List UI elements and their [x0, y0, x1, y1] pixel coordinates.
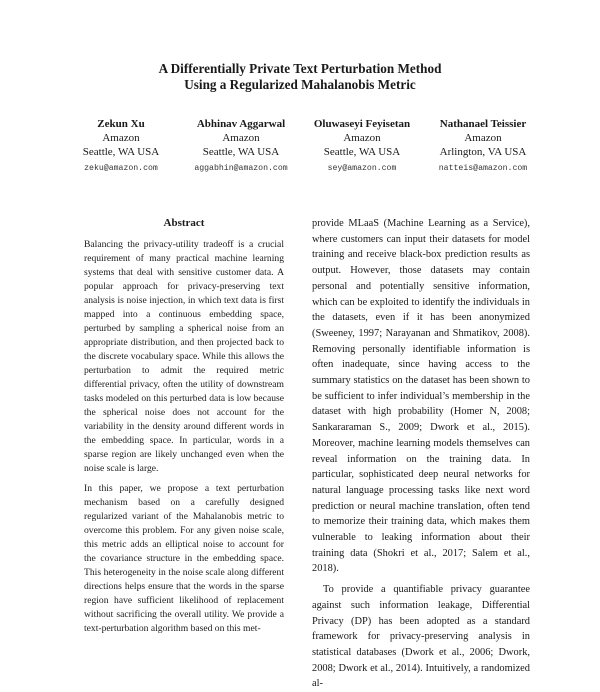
- author-name: Abhinav Aggarwal: [196, 118, 286, 130]
- author-name: Oluwaseyi Feyisetan: [313, 118, 411, 130]
- author-location: Arlington, VA USA: [439, 146, 527, 158]
- author-affiliation: Amazon: [343, 132, 381, 144]
- author-location: Seattle, WA USA: [202, 146, 280, 158]
- body-paragraph-2: To provide a quantifiable privacy guarantee against such information leakage, Differential Privacy (DP) has been adopted as a standard framework for privacy-preserving analysis in statistical databases (Dwork et al., 2006; Dwork, 2008; Dwork et al., 2014). Intuitively, a randomized al-: [312, 584, 530, 690]
- author-email: aggabhin@amazon.com: [194, 164, 288, 173]
- abstract-paragraph-1: Balancing the privacy-utility tradeoff is a crucial requirement of many practical machine learning systems that deal with sensitive customer data. A popular approach for privacy-preserving text analysis is noise injection, in which text data is first mapped into a continuous embedding space, perturbed by sampling a spherical noise from an appropriate distribution, and then projected back to the discrete vocabulary space. While this allows the perturbation to admit the required metric differential privacy, often the utility of downstream tasks modeled on this perturbed data is low because the spherical noise does not account for the variability in the density around different words in the embedding space. In particular, words in a sparse region are likely unchanged even when the noise scale is large.: [84, 239, 284, 474]
- author-location: Seattle, WA USA: [323, 146, 401, 158]
- author-email: zeku@amazon.com: [84, 164, 158, 173]
- author-location: Seattle, WA USA: [82, 146, 160, 158]
- abstract-paragraph-2: In this paper, we propose a text perturbation mechanism based on a carefully designed regularized variant of the Mahalanobis metric to overcome this problem. For any given noise scale, this metric adds an elliptical noise to account for the covariance structure in the embedding space. This heterogeneity in the noise scale along different directions helps ensure that the words in the sparse region have sufficient likelihood of replacement without sacrificing the overall utility. We provide a text-perturbation algorithm based on this met-: [84, 483, 284, 634]
- abstract-heading: Abstract: [163, 217, 205, 229]
- body-column: [312, 216, 530, 690]
- title-line-2: Using a Regularized Mahalanobis Metric: [184, 77, 416, 92]
- author-affiliation: Amazon: [222, 132, 260, 144]
- author-block-4: [408, 117, 558, 175]
- author-email: sey@amazon.com: [327, 164, 397, 173]
- author-name: Zekun Xu: [97, 118, 145, 130]
- title-line-1: A Differentially Private Text Perturbation Method: [158, 61, 442, 76]
- abstract-column: [84, 216, 284, 634]
- author-email: natteis@amazon.com: [438, 164, 528, 173]
- author-affiliation: Amazon: [102, 132, 140, 144]
- body-paragraph-1: provide MLaaS (Machine Learning as a Service), where customers can input their datasets for model training and receive black-box prediction results as output. However, those datasets may contain personal and potentially sensitive information, which can be exploited to identify the individuals in the datasets, even if it has been anonymized (Sweeney, 1997; Narayanan and Shmatikov, 2008). Removing personally identifiable information is often inadequate, since having access to the summary statistics on the dataset has been shown to be sufficient to infer individual’s membership in the dataset with high probability (Homer N, 2008; Sankararaman S., 2009; Dwork et al., 2015). Moreover, machine learning models themselves can reveal information on the training data. In particular, sophisticated deep neural networks for natural language processing tasks like next word prediction or neural machine translation, often tend to memorize their training data, which makes them vulnerable to leaking information about their training data (Shokri et al., 2017; Salem et al., 2018).: [312, 218, 530, 575]
- author-name: Nathanael Teissier: [439, 118, 527, 130]
- paper-title: [0, 61, 600, 93]
- author-affiliation: Amazon: [464, 132, 502, 144]
